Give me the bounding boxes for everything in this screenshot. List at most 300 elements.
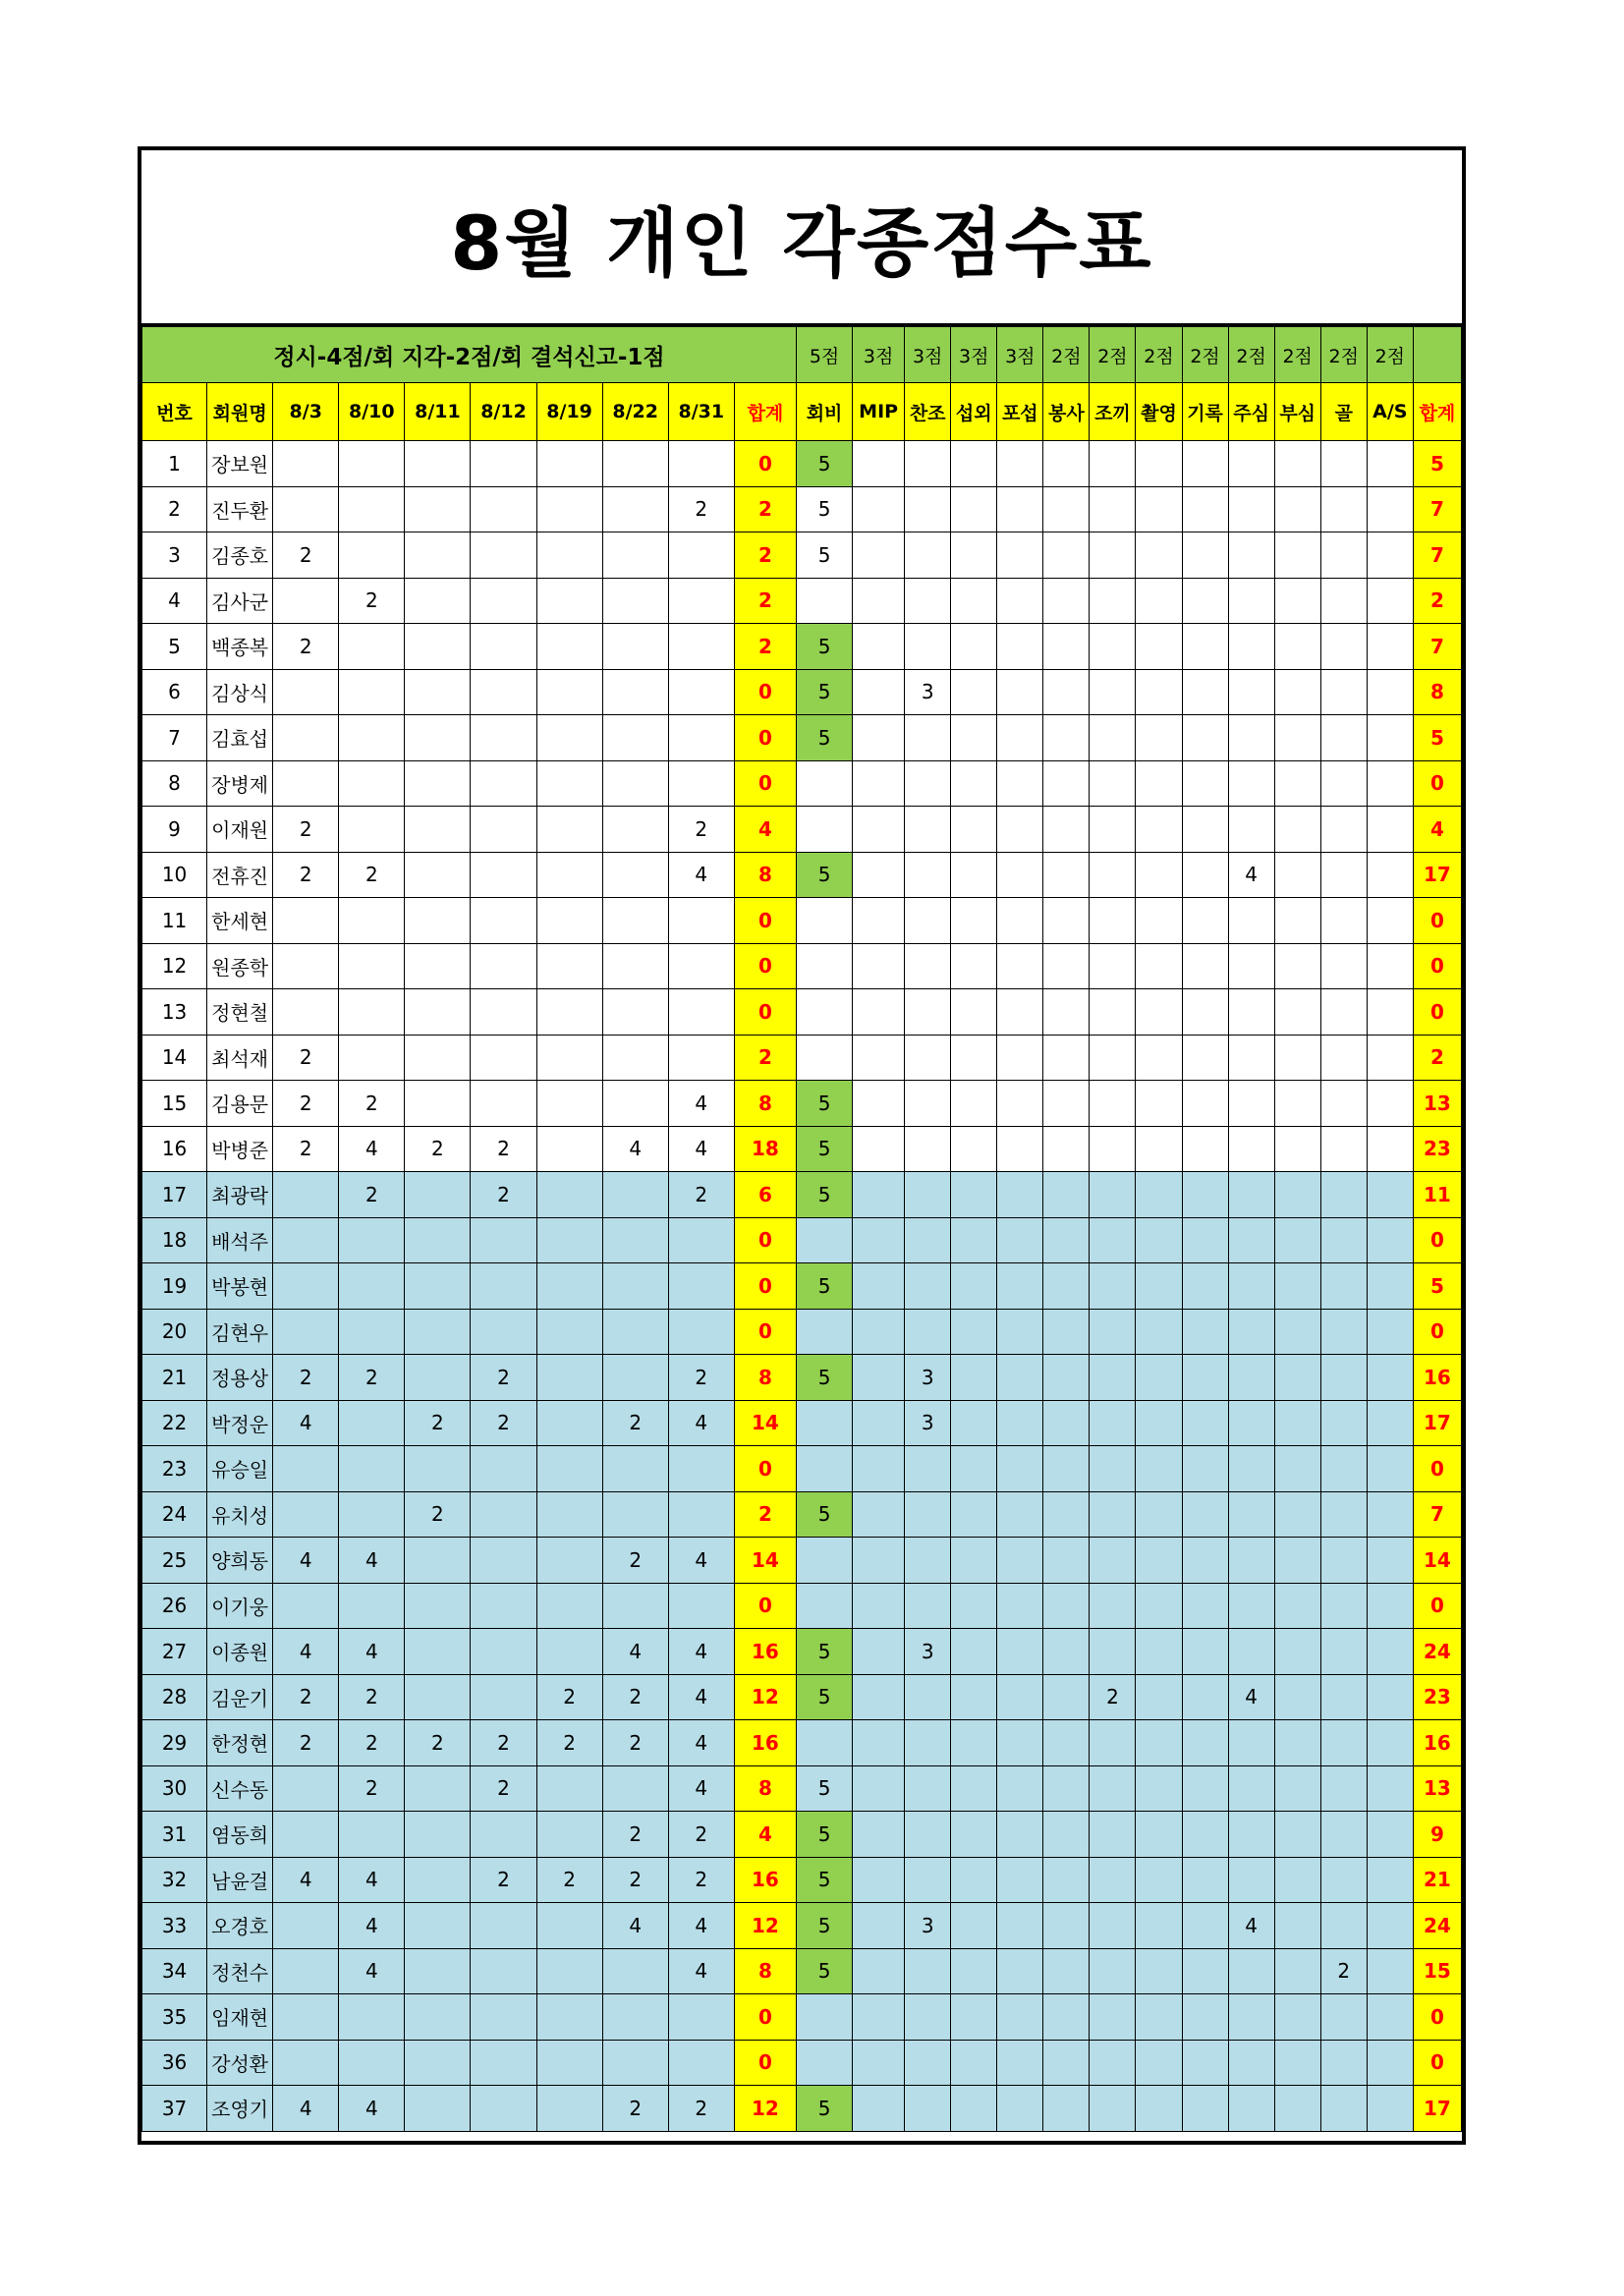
bonus-cell [853, 1857, 905, 1903]
bonus-cell [951, 807, 997, 853]
bonus-cell [1274, 2086, 1320, 2132]
attendance-cell: 4 [339, 1126, 405, 1172]
bonus-cell: 3 [905, 1400, 951, 1446]
bonus-cell [1182, 1446, 1228, 1492]
attendance-subtotal: 16 [734, 1629, 796, 1675]
fee-cell: 5 [797, 624, 853, 670]
bonus-cell [1043, 1263, 1090, 1310]
bonus-cell [1274, 486, 1320, 532]
row-number: 4 [142, 578, 207, 624]
attendance-subtotal: 0 [734, 943, 796, 989]
bonus-cell [1228, 1857, 1274, 1903]
attendance-cell [273, 898, 339, 944]
column-header: 섭외 [951, 383, 997, 441]
bonus-cell [951, 1263, 997, 1310]
attendance-cell [471, 760, 536, 807]
bonus-cell [853, 1263, 905, 1310]
attendance-subtotal: 12 [734, 1903, 796, 1949]
bonus-cell [951, 1903, 997, 1949]
bonus-cell [1367, 807, 1413, 853]
bonus-cell [1043, 441, 1090, 487]
bonus-cell [1274, 1400, 1320, 1446]
bonus-cell [905, 2086, 951, 2132]
column-header: MIP [853, 383, 905, 441]
attendance-cell [405, 1355, 471, 1401]
attendance-cell [668, 1994, 734, 2041]
bonus-cell [997, 1355, 1043, 1401]
attendance-cell [536, 1355, 602, 1401]
bonus-cell [1043, 1491, 1090, 1538]
attendance-cell [536, 1491, 602, 1538]
bonus-cell [951, 1081, 997, 1127]
attendance-subtotal: 4 [734, 1812, 796, 1858]
attendance-cell [471, 624, 536, 670]
column-header: 촬영 [1136, 383, 1182, 441]
bonus-cell [1320, 1857, 1367, 1903]
attendance-cell: 2 [339, 1355, 405, 1401]
bonus-cell [997, 1812, 1043, 1858]
row-number: 21 [142, 1355, 207, 1401]
attendance-cell [536, 532, 602, 579]
bonus-cell [1090, 1172, 1136, 1218]
attendance-cell [339, 532, 405, 579]
bonus-cell [1274, 807, 1320, 853]
table-row [142, 1400, 1462, 1446]
bonus-cell [1367, 1674, 1413, 1720]
fee-cell [797, 1720, 853, 1766]
grand-total: 7 [1413, 624, 1461, 670]
bonus-cell [951, 715, 997, 761]
table-row [142, 852, 1462, 898]
attendance-cell [405, 1309, 471, 1355]
bonus-cell [951, 2086, 997, 2132]
column-header: 회원명 [207, 383, 273, 441]
fee-cell [797, 1400, 853, 1446]
bonus-cell [1228, 715, 1274, 761]
bonus-cell [1320, 852, 1367, 898]
attendance-cell [536, 2040, 602, 2086]
table-row [142, 1263, 1462, 1310]
attendance-subtotal: 0 [734, 669, 796, 715]
attendance-cell [602, 898, 668, 944]
bonus-cell [997, 1263, 1043, 1310]
bonus-cell [1320, 669, 1367, 715]
attendance-cell [405, 1994, 471, 2041]
bonus-cell [951, 1035, 997, 1081]
bonus-cell [1043, 578, 1090, 624]
attendance-cell [668, 1491, 734, 1538]
attendance-subtotal: 0 [734, 441, 796, 487]
bonus-cell [951, 578, 997, 624]
row-number: 7 [142, 715, 207, 761]
grand-total: 7 [1413, 486, 1461, 532]
member-name: 양희동 [207, 1538, 273, 1584]
grand-total: 4 [1413, 807, 1461, 853]
bonus-cell [997, 532, 1043, 579]
bonus-cell [1228, 486, 1274, 532]
bonus-cell [1228, 1812, 1274, 1858]
member-name: 정용상 [207, 1355, 273, 1401]
attendance-cell: 2 [339, 1765, 405, 1812]
bonus-cell [853, 624, 905, 670]
attendance-cell: 2 [602, 1812, 668, 1858]
attendance-cell [668, 441, 734, 487]
bonus-cell [1320, 1538, 1367, 1584]
attendance-subtotal: 0 [734, 989, 796, 1036]
attendance-cell [668, 760, 734, 807]
attendance-cell [405, 852, 471, 898]
row-number: 6 [142, 669, 207, 715]
bonus-cell [1090, 1720, 1136, 1766]
attendance-cell: 4 [602, 1629, 668, 1675]
bonus-cell [1136, 1720, 1182, 1766]
fee-cell [797, 1035, 853, 1081]
attendance-cell [405, 624, 471, 670]
bonus-cell [1043, 898, 1090, 944]
attendance-cell [471, 1081, 536, 1127]
bonus-cell [1090, 1491, 1136, 1538]
row-number: 27 [142, 1629, 207, 1675]
bonus-cell [1274, 2040, 1320, 2086]
attendance-cell [339, 943, 405, 989]
bonus-cell [1367, 1903, 1413, 1949]
bonus-cell [1090, 486, 1136, 532]
column-header: 기록 [1182, 383, 1228, 441]
bonus-cell [1228, 1309, 1274, 1355]
bonus-cell [997, 852, 1043, 898]
attendance-cell [668, 2040, 734, 2086]
bonus-cell [1274, 1857, 1320, 1903]
bonus-cell [1043, 1217, 1090, 1263]
attendance-cell [536, 1812, 602, 1858]
bonus-cell [1228, 624, 1274, 670]
bonus-cell [951, 1629, 997, 1675]
attendance-cell [536, 1446, 602, 1492]
table-row [142, 943, 1462, 989]
attendance-subtotal: 12 [734, 2086, 796, 2132]
attendance-cell [602, 2040, 668, 2086]
bonus-cell [1182, 807, 1228, 853]
table-row [142, 578, 1462, 624]
attendance-cell [471, 1812, 536, 1858]
bonus-cell [905, 943, 951, 989]
grand-total: 5 [1413, 1263, 1461, 1310]
fee-cell [797, 1538, 853, 1584]
bonus-cell [1136, 441, 1182, 487]
attendance-cell [273, 760, 339, 807]
grand-total: 14 [1413, 1538, 1461, 1584]
bonus-cell [853, 1903, 905, 1949]
bonus-cell [1320, 1217, 1367, 1263]
bonus-cell [1136, 1217, 1182, 1263]
bonus-cell [1090, 532, 1136, 579]
bonus-cell [1228, 532, 1274, 579]
bonus-cell [853, 1355, 905, 1401]
bonus-cell [1182, 532, 1228, 579]
member-name: 조영기 [207, 2086, 273, 2132]
attendance-subtotal: 8 [734, 1081, 796, 1127]
bonus-cell [853, 1446, 905, 1492]
point-label: 2점 [1043, 327, 1090, 383]
attendance-cell [471, 807, 536, 853]
row-number: 13 [142, 989, 207, 1036]
bonus-cell [1367, 1446, 1413, 1492]
attendance-cell [602, 441, 668, 487]
bonus-cell [997, 1446, 1043, 1492]
attendance-cell: 2 [536, 1857, 602, 1903]
bonus-cell [997, 1720, 1043, 1766]
attendance-cell [471, 1263, 536, 1310]
row-number: 24 [142, 1491, 207, 1538]
member-name: 최광락 [207, 1172, 273, 1218]
bonus-cell [905, 1720, 951, 1766]
bonus-cell [1136, 760, 1182, 807]
bonus-cell [853, 2086, 905, 2132]
bonus-cell [1274, 1765, 1320, 1812]
bonus-cell [1367, 1812, 1413, 1858]
bonus-cell [997, 715, 1043, 761]
attendance-cell [536, 1035, 602, 1081]
bonus-cell [1136, 1674, 1182, 1720]
attendance-cell: 2 [668, 1355, 734, 1401]
attendance-subtotal: 18 [734, 1126, 796, 1172]
attendance-cell: 2 [668, 486, 734, 532]
bonus-cell [1136, 1035, 1182, 1081]
column-header: A/S [1367, 383, 1413, 441]
bonus-cell [1367, 760, 1413, 807]
attendance-cell [668, 1263, 734, 1310]
rules-row [142, 327, 1462, 383]
bonus-cell [1182, 486, 1228, 532]
attendance-cell [339, 715, 405, 761]
attendance-cell: 2 [273, 1355, 339, 1401]
bonus-cell [1043, 1126, 1090, 1172]
bonus-cell [1043, 1172, 1090, 1218]
bonus-cell [1367, 1309, 1413, 1355]
attendance-cell [471, 852, 536, 898]
bonus-cell [1274, 760, 1320, 807]
bonus-cell [1182, 1035, 1228, 1081]
attendance-subtotal: 0 [734, 715, 796, 761]
attendance-cell [339, 1263, 405, 1310]
bonus-cell [1182, 624, 1228, 670]
point-label-blank [1413, 327, 1461, 383]
bonus-cell [1367, 1538, 1413, 1584]
bonus-cell [951, 1857, 997, 1903]
bonus-cell [1320, 1812, 1367, 1858]
bonus-cell [1182, 898, 1228, 944]
attendance-cell: 2 [668, 1857, 734, 1903]
bonus-cell [1043, 1720, 1090, 1766]
bonus-cell [853, 1217, 905, 1263]
bonus-cell [1274, 1538, 1320, 1584]
attendance-cell [471, 898, 536, 944]
bonus-cell [1043, 486, 1090, 532]
table-row [142, 441, 1462, 487]
attendance-cell [471, 532, 536, 579]
bonus-cell [1182, 1217, 1228, 1263]
attendance-cell: 2 [471, 1400, 536, 1446]
attendance-subtotal: 0 [734, 1263, 796, 1310]
bonus-cell [1136, 624, 1182, 670]
bonus-cell [1182, 1126, 1228, 1172]
attendance-cell [273, 1994, 339, 2041]
attendance-cell [471, 486, 536, 532]
bonus-cell [1320, 1035, 1367, 1081]
bonus-cell [1182, 1309, 1228, 1355]
attendance-cell [273, 1812, 339, 1858]
bonus-cell [1320, 2086, 1367, 2132]
bonus-cell [1136, 1994, 1182, 2041]
bonus-cell [905, 578, 951, 624]
attendance-cell [273, 1263, 339, 1310]
bonus-cell [1228, 1172, 1274, 1218]
attendance-cell [339, 760, 405, 807]
attendance-cell: 2 [339, 1172, 405, 1218]
attendance-cell [602, 852, 668, 898]
bonus-cell [1182, 1765, 1228, 1812]
attendance-cell [536, 898, 602, 944]
column-header: 8/12 [471, 383, 536, 441]
bonus-cell [1274, 1126, 1320, 1172]
fee-cell: 5 [797, 1263, 853, 1310]
attendance-cell: 2 [602, 1538, 668, 1584]
attendance-cell [273, 1948, 339, 1994]
column-header: 조끼 [1090, 383, 1136, 441]
bonus-cell [1367, 1217, 1413, 1263]
bonus-cell [1043, 532, 1090, 579]
bonus-cell [1090, 578, 1136, 624]
bonus-cell [1274, 1903, 1320, 1949]
attendance-subtotal: 2 [734, 578, 796, 624]
bonus-cell [853, 669, 905, 715]
bonus-cell [1228, 1217, 1274, 1263]
bonus-cell [1228, 2040, 1274, 2086]
bonus-cell [997, 1857, 1043, 1903]
bonus-cell [1043, 1765, 1090, 1812]
attendance-cell: 4 [668, 1400, 734, 1446]
column-header: 찬조 [905, 383, 951, 441]
bonus-cell [997, 943, 1043, 989]
grand-total: 21 [1413, 1857, 1461, 1903]
attendance-cell: 4 [339, 2086, 405, 2132]
fee-cell [797, 1994, 853, 2041]
grand-total: 0 [1413, 943, 1461, 989]
attendance-cell [471, 1538, 536, 1584]
attendance-cell [273, 989, 339, 1036]
bonus-cell [1228, 578, 1274, 624]
attendance-cell [405, 578, 471, 624]
bonus-cell [1367, 1035, 1413, 1081]
bonus-cell [1228, 1994, 1274, 2041]
attendance-cell: 2 [602, 1674, 668, 1720]
member-name: 김용문 [207, 1081, 273, 1127]
member-name: 장보원 [207, 441, 273, 487]
bonus-cell [1228, 2086, 1274, 2132]
column-header: 8/31 [668, 383, 734, 441]
attendance-cell: 2 [602, 2086, 668, 2132]
attendance-cell [536, 760, 602, 807]
bonus-cell [1367, 1263, 1413, 1310]
bonus-cell [997, 1538, 1043, 1584]
bonus-cell [997, 807, 1043, 853]
bonus-cell [905, 852, 951, 898]
bonus-cell [1043, 1446, 1090, 1492]
attendance-cell [471, 1035, 536, 1081]
attendance-cell [405, 715, 471, 761]
attendance-cell [602, 989, 668, 1036]
fee-cell: 5 [797, 1491, 853, 1538]
attendance-cell [273, 1765, 339, 1812]
bonus-cell [951, 1309, 997, 1355]
bonus-cell [1320, 1081, 1367, 1127]
attendance-cell: 4 [273, 1538, 339, 1584]
bonus-cell [1367, 989, 1413, 1036]
row-number: 35 [142, 1994, 207, 2041]
table-row [142, 1491, 1462, 1538]
table-row [142, 1720, 1462, 1766]
bonus-cell [1182, 1812, 1228, 1858]
bonus-cell [1367, 1765, 1413, 1812]
bonus-cell [1136, 1948, 1182, 1994]
bonus-cell [1274, 943, 1320, 989]
table-row [142, 2086, 1462, 2132]
bonus-cell [1043, 1812, 1090, 1858]
point-label: 3점 [905, 327, 951, 383]
attendance-cell [339, 1491, 405, 1538]
point-label: 2점 [1228, 327, 1274, 383]
bonus-cell [1182, 1994, 1228, 2041]
bonus-cell [1136, 852, 1182, 898]
attendance-cell [602, 578, 668, 624]
bonus-cell [1228, 1400, 1274, 1446]
attendance-cell [668, 989, 734, 1036]
member-name: 전휴진 [207, 852, 273, 898]
bonus-cell [1228, 1355, 1274, 1401]
grand-total: 17 [1413, 852, 1461, 898]
bonus-cell [1228, 1446, 1274, 1492]
bonus-cell [905, 989, 951, 1036]
bonus-cell [853, 1720, 905, 1766]
attendance-cell [339, 486, 405, 532]
bonus-cell [1320, 1583, 1367, 1629]
bonus-cell [1274, 1491, 1320, 1538]
bonus-cell [1090, 1081, 1136, 1127]
bonus-cell [1090, 898, 1136, 944]
bonus-cell [1043, 760, 1090, 807]
attendance-cell [602, 1355, 668, 1401]
attendance-cell [273, 1217, 339, 1263]
bonus-cell [1320, 807, 1367, 853]
bonus-cell [997, 1172, 1043, 1218]
bonus-cell [1274, 1035, 1320, 1081]
attendance-cell [405, 1035, 471, 1081]
attendance-cell [339, 989, 405, 1036]
bonus-cell [853, 1400, 905, 1446]
table-row [142, 1812, 1462, 1858]
table-row [142, 1081, 1462, 1127]
bonus-cell [1090, 760, 1136, 807]
bonus-cell: 2 [1090, 1674, 1136, 1720]
bonus-cell [1182, 943, 1228, 989]
bonus-cell [905, 441, 951, 487]
table-row [142, 898, 1462, 944]
bonus-cell [1090, 1355, 1136, 1401]
bonus-cell [1274, 1309, 1320, 1355]
bonus-cell [951, 1126, 997, 1172]
attendance-cell [273, 486, 339, 532]
row-number: 14 [142, 1035, 207, 1081]
